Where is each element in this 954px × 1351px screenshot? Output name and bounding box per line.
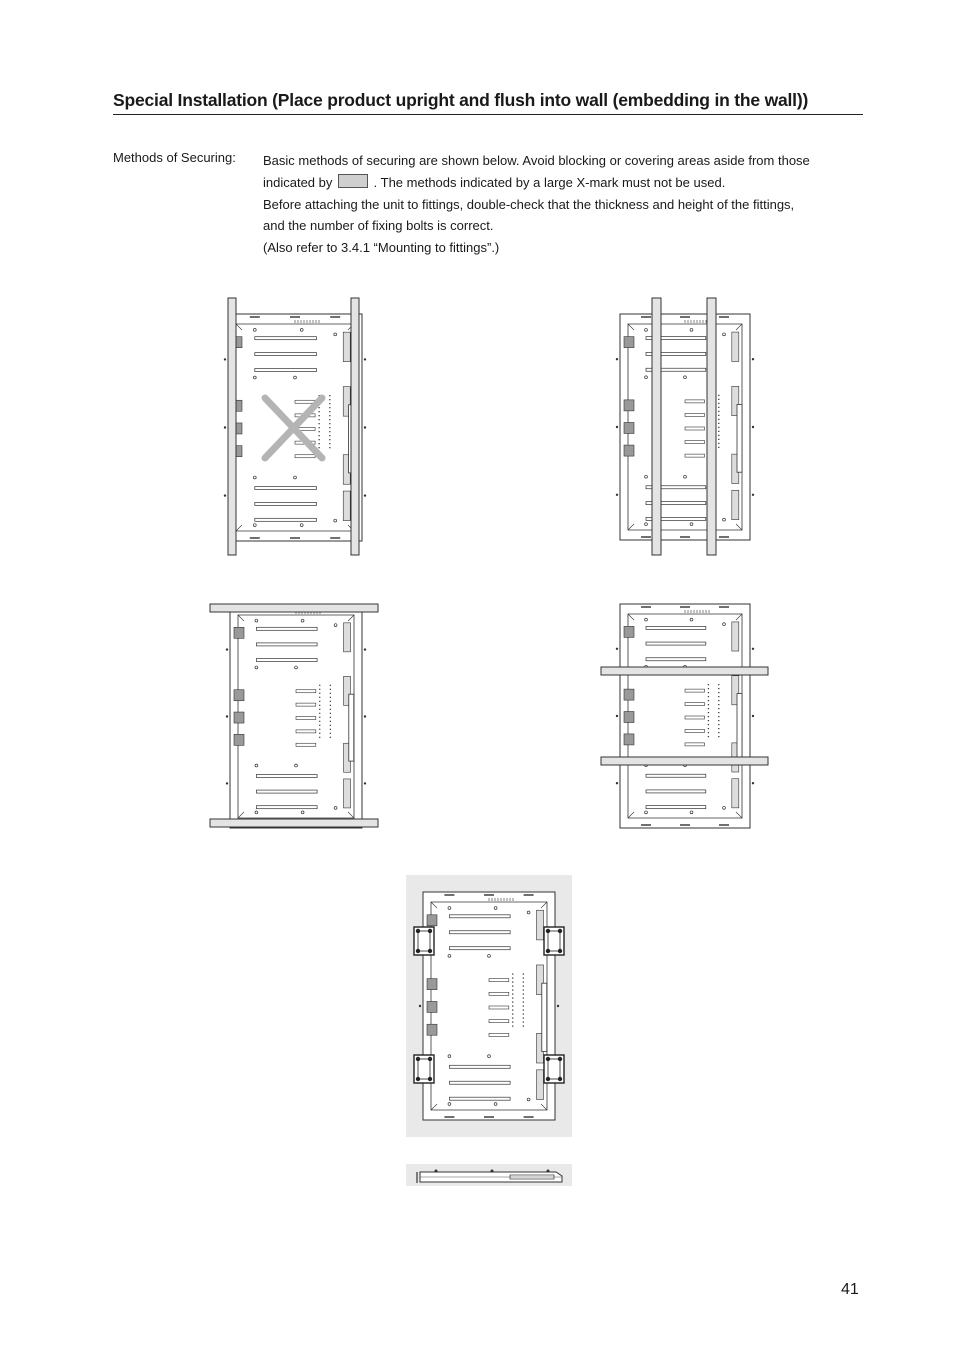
corner-bracket-bottom-left <box>414 1055 434 1083</box>
horizontal-fitting-bottom <box>210 819 378 827</box>
page-title: Special Installation (Place product upright and flush into wall (embedding in the wall)) <box>113 90 863 115</box>
corner-bracket-bottom-right <box>544 1055 564 1083</box>
instruction-line-5: (Also refer to 3.4.1 “Mounting to fittings”.) <box>263 240 500 256</box>
panel-back-view <box>616 314 754 540</box>
page-number: 41 <box>841 1281 859 1298</box>
vertical-fitting-right <box>707 298 716 555</box>
gray-swatch-icon <box>338 174 368 188</box>
figure-horizontal-inner-fittings <box>595 598 775 838</box>
panel-back-view <box>419 892 559 1120</box>
horizontal-fitting-top <box>601 667 768 675</box>
figure-horizontal-outer-fittings <box>205 598 385 838</box>
figure-vertical-inner-fittings <box>605 290 765 565</box>
figure-side-profile <box>406 1164 572 1186</box>
instruction-line-2-post: . The methods indicated by a large X-mark must not be used. <box>373 174 726 190</box>
vertical-fitting-left <box>652 298 661 555</box>
instructions-text <box>263 150 868 259</box>
figure-vertical-outer-fittings-x <box>210 290 380 565</box>
corner-bracket-top-left <box>414 927 434 955</box>
instruction-line-2 <box>263 172 868 194</box>
methods-label: Methods of Securing: <box>113 150 236 165</box>
vertical-fitting-right <box>351 298 359 555</box>
instruction-line-3: Before attaching the unit to fittings, double-check that the thickness and height of the fittings, <box>263 196 795 212</box>
figure-corner-brackets <box>406 875 572 1137</box>
instruction-line-4: and the number of fixing bolts is correct. <box>263 218 494 234</box>
panel-back-view <box>226 605 366 828</box>
corner-bracket-top-right <box>544 927 564 955</box>
instruction-line-1: Basic methods of securing are shown below. Avoid blocking or covering areas aside from those <box>263 153 810 168</box>
panel-back-view <box>616 604 754 828</box>
vertical-fitting-left <box>228 298 236 555</box>
instruction-line-2-pre: indicated by <box>263 174 333 190</box>
horizontal-fitting-top <box>210 604 378 612</box>
horizontal-fitting-bottom <box>601 757 768 765</box>
